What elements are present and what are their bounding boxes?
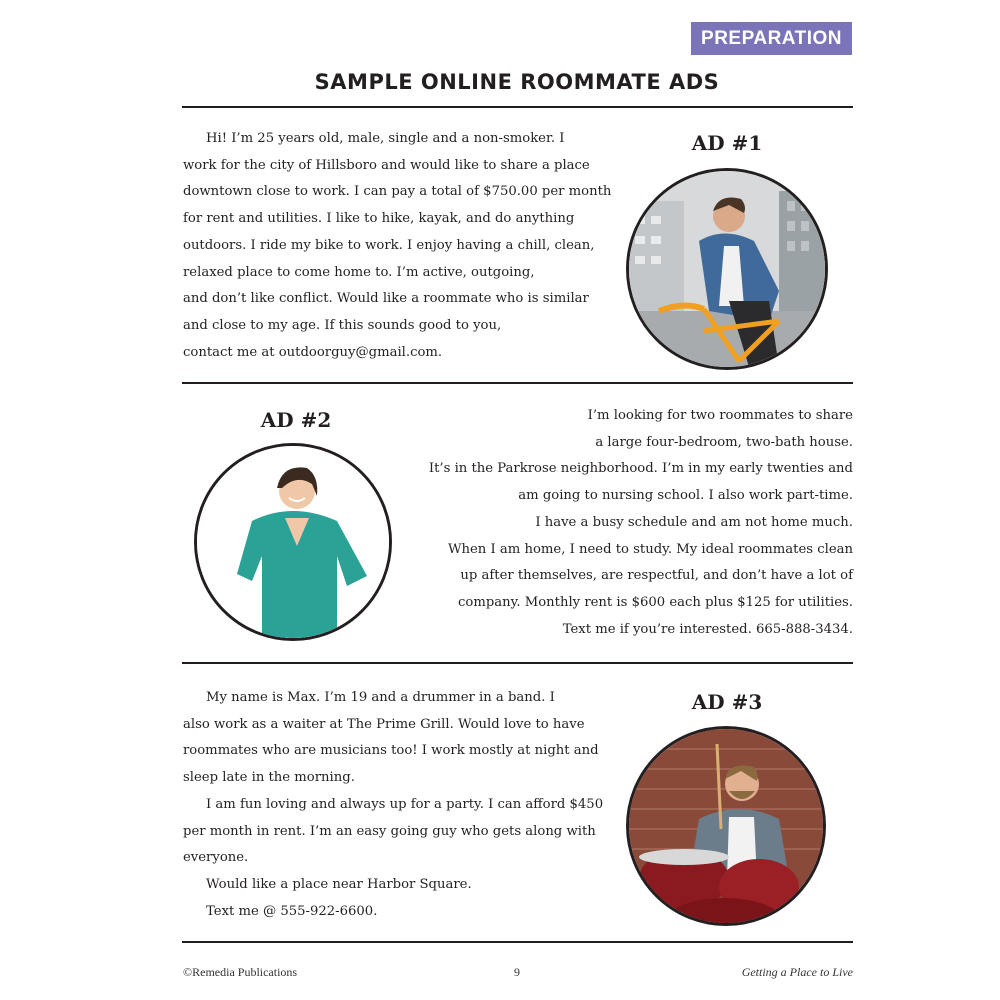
ad-3-line: Text me @ 555-922-6600. (206, 903, 378, 919)
drummer-photo-icon (629, 729, 823, 923)
ad-1-line: downtown close to work. I can pay a total of $750.00 per month (183, 184, 612, 200)
ad-1-line: Hi! I’m 25 years old, male, single and a non-smoker. I (206, 131, 565, 146)
ad-1-line: relaxed place to come home to. I’m active, outgoing, (183, 264, 535, 280)
ad-3-line: I am fun loving and always up for a party. I can afford $450 (206, 796, 604, 812)
ad-1-line: contact me at outdoorguy@gmail.com. (183, 344, 443, 360)
cyclist-photo-icon (629, 171, 825, 367)
title-divider (182, 106, 853, 108)
ad-2-line: I have a busy schedule and am not home much. (535, 514, 853, 530)
ad-3-line: also work as a waiter at The Prime Grill. Would love to have (183, 716, 585, 732)
ad-1-line: and close to my age. If this sounds good to you, (183, 317, 502, 333)
ad-3-label: AD #3 (691, 690, 763, 714)
ad-3-photo (626, 726, 826, 926)
ad-2-line: a large four-bedroom, two-bath house. (595, 434, 853, 450)
ad-2-label: AD #2 (260, 408, 332, 432)
ad-2-line: up after themselves, are respectful, and don’t have a lot of (460, 568, 853, 584)
ad-2-line: I’m looking for two roommates to share (587, 408, 853, 423)
ad-1-line: for rent and utilities. I like to hike, kayak, and do anything (183, 211, 575, 227)
footer-divider (182, 941, 853, 943)
ad-2-line: When I am home, I need to study. My ideal roommates clean (447, 541, 853, 557)
ad-1-photo (626, 168, 828, 370)
ad-1-line: and don’t like conflict. Would like a roommate who is similar (183, 291, 589, 307)
nurse-photo-icon (197, 446, 389, 638)
ad-divider-1 (182, 382, 853, 384)
footer-book-title: Getting a Place to Live (741, 965, 853, 979)
footer-publisher: ©Remedia Publications (183, 965, 298, 979)
ad-3-line: My name is Max. I’m 19 and a drummer in a band. I (206, 690, 555, 705)
ad-3-line: Would like a place near Harbor Square. (206, 876, 472, 892)
ad-1-line: outdoors. I ride my bike to work. I enjoy having a chill, clean, (183, 237, 595, 253)
ad-2-text (400, 403, 853, 643)
ad-3-line: sleep late in the morning. (183, 770, 355, 786)
ad-2-line: It’s in the Parkrose neighborhood. I’m in my early twenties and (428, 461, 853, 477)
ad-1-label: AD #1 (691, 131, 763, 155)
ad-1-line: work for the city of Hillsboro and would like to share a place (183, 157, 590, 173)
ad-3-text (183, 685, 603, 925)
ad-2-photo (194, 443, 392, 641)
footer-page-number: 9 (514, 965, 520, 979)
ad-3-line: everyone. (183, 850, 249, 866)
ad-divider-2 (182, 662, 853, 664)
ad-1-text (183, 126, 611, 366)
ad-2-line: company. Monthly rent is $600 each plus $125 for utilities. (458, 594, 853, 610)
ad-2-line: am going to nursing school. I also work part-time. (518, 488, 853, 504)
section-badge: PREPARATION (691, 22, 852, 55)
ad-2-line: Text me if you’re interested. 665-888-3434. (562, 621, 853, 637)
ad-3-line: per month in rent. I’m an easy going guy who gets along with (183, 823, 596, 839)
ad-3-line: roommates who are musicians too! I work mostly at night and (183, 743, 599, 759)
page-title: SAMPLE ONLINE ROOMMATE ADS (314, 70, 720, 94)
